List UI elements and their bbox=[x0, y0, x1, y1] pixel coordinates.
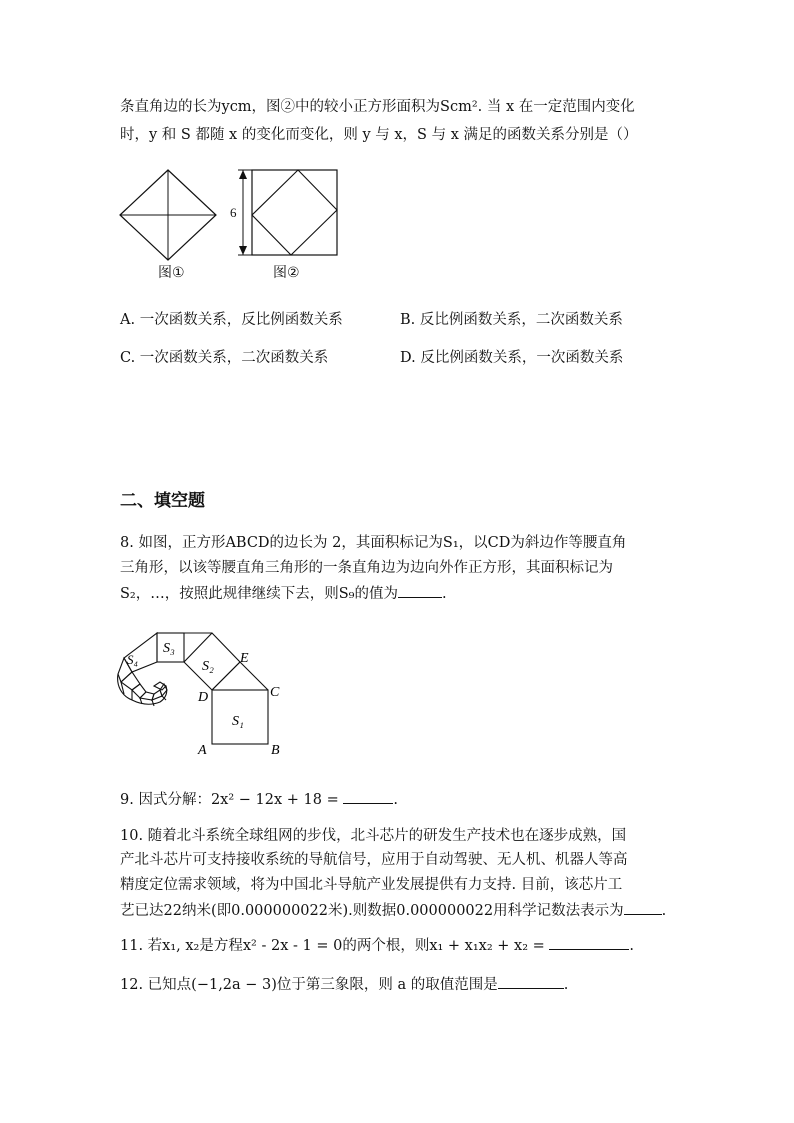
label-s4: S₄ bbox=[127, 652, 139, 667]
q7-line-1: 条直角边的长为ycm，图②中的较小正方形面积为Scm². 当 x 在一定范围内变化 bbox=[120, 99, 635, 115]
label-d: D bbox=[198, 690, 209, 705]
q8-line-2: 三角形，以该等腰直角三角形的一条直角边为边向外作正方形，其面积标记为 bbox=[120, 560, 613, 576]
q8-line-1: 8. 如图，正方形ABCD的边长为 2，其面积标记为S₁，以CD为斜边作等腰直角 bbox=[120, 535, 627, 551]
section-title: 二、填空题 bbox=[120, 491, 205, 511]
q8-line-3-end: . bbox=[442, 586, 447, 602]
label-c: C bbox=[270, 685, 280, 700]
q11-end: . bbox=[629, 938, 634, 954]
q10-line-1: 10. 随着北斗系统全球组网的步伐，北斗芯片的研发生产技术也在逐步成熟，国 bbox=[120, 828, 627, 844]
figure-q8-squares bbox=[110, 628, 290, 763]
option-a[interactable]: A. 一次函数关系，反比例函数关系 bbox=[120, 312, 343, 328]
q8-line-3-text: S₂，…，按照此规律继续下去，则S₉的值为 bbox=[120, 586, 398, 602]
q10-line-4 bbox=[120, 899, 666, 921]
q7-line-2: 时，y 和 S 都随 x 的变化而变化，则 y 与 x，S 与 x 满足的函数关系分别是（） bbox=[120, 127, 638, 143]
q12 bbox=[120, 973, 568, 995]
q9-answer-blank[interactable] bbox=[343, 788, 393, 804]
q8-answer-blank[interactable] bbox=[398, 582, 442, 598]
q11-text: 11. 若x₁, x₂是方程x² - 2x - 1 = 0的两个根，则x₁ + x₁x₂ + x₂ = bbox=[120, 938, 545, 954]
option-c[interactable]: C. 一次函数关系，二次函数关系 bbox=[120, 350, 329, 366]
q9-end: . bbox=[393, 792, 398, 808]
option-d[interactable]: D. 反比例函数关系，一次函数关系 bbox=[400, 350, 624, 366]
q10-line-2: 产北斗芯片可支持接收系统的导航信号，应用于自动驾驶、无人机、机器人等高 bbox=[120, 852, 628, 868]
figure-2-square bbox=[226, 165, 344, 260]
q10-line-4-text: 艺已达22纳米(即0.000000022米).则数据0.000000022用科学记数法表示为 bbox=[120, 903, 624, 919]
q9-text: 9. 因式分解：2x² − 12x + 18 = bbox=[120, 792, 339, 808]
label-e: E bbox=[240, 651, 249, 666]
figure-2-dimension: 6 bbox=[230, 205, 237, 220]
q11-answer-blank[interactable] bbox=[549, 934, 629, 950]
q8-line-3 bbox=[120, 582, 447, 604]
label-s1: S₁ bbox=[232, 714, 244, 729]
label-s2: S₂ bbox=[202, 659, 214, 674]
figure-1-label: 图① bbox=[158, 265, 185, 281]
figure-2-label: 图② bbox=[273, 265, 300, 281]
q9 bbox=[120, 788, 398, 810]
label-s3: S₃ bbox=[163, 641, 175, 656]
q12-answer-blank[interactable] bbox=[498, 973, 564, 989]
q12-end: . bbox=[563, 977, 569, 993]
label-b: B bbox=[271, 743, 280, 758]
option-b[interactable]: B. 反比例函数关系，二次函数关系 bbox=[400, 312, 623, 328]
q10-end: . bbox=[661, 903, 667, 919]
q10-answer-blank[interactable] bbox=[624, 899, 662, 915]
q12-text: 12. 已知点(−1,2a − 3)位于第三象限，则 a 的取值范围是 bbox=[120, 977, 498, 993]
label-a: A bbox=[198, 743, 207, 758]
q11 bbox=[120, 934, 634, 956]
q10-line-3: 精度定位需求领域，将为中国北斗导航产业发展提供有力支持. 目前，该芯片工 bbox=[120, 877, 623, 893]
